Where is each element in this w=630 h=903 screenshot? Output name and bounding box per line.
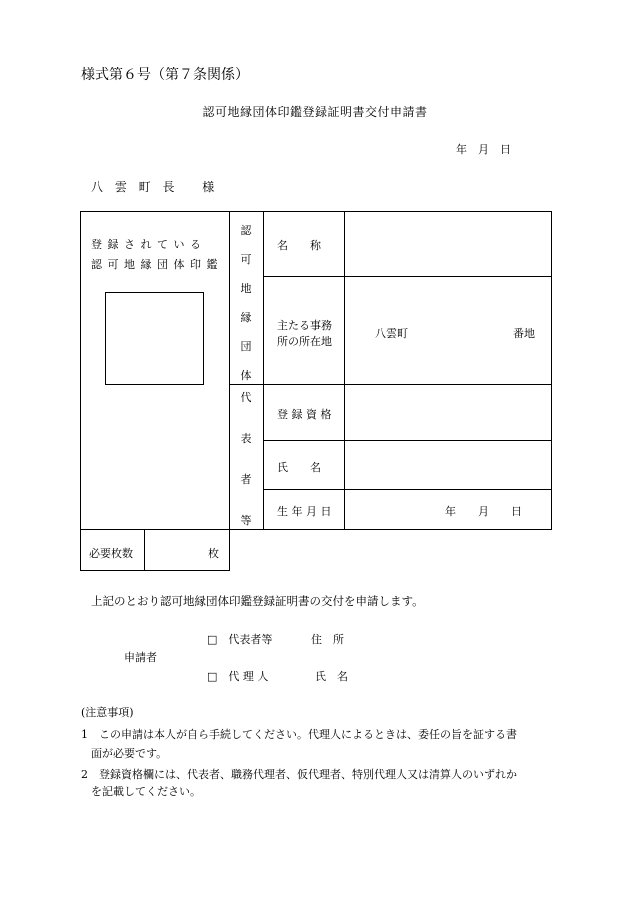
seal-label-line1: 登 録 さ れ て い る [91,238,202,251]
office-label-line2: 所の所在地 [277,335,332,348]
note-1-line-1: 1 この申請は本人が自ら手続してください。代理人によるときは、委任の旨を証する書 [81,728,517,741]
group-name-field[interactable] [345,212,551,276]
qualification-label: 登 録 資 格 [277,408,332,421]
copies-field[interactable] [145,530,200,570]
representative-name-field[interactable] [345,441,551,489]
option-agent-checkbox[interactable]: □ 代 理 人 [207,670,269,683]
option-representative-checkbox[interactable]: □ 代表者等 [207,633,273,646]
office-suffix: 番地 [513,327,535,340]
application-date: 年 月 日 [456,143,511,156]
representative-label: 代 表 者 等 [240,391,252,527]
group-label: 認 可 地 縁 団 体 [240,224,252,382]
applicant-label: 申請者 [124,651,157,664]
office-address-field[interactable] [430,318,510,340]
document-title: 認可地縁団体印鑑登録証明書交付申請書 [202,105,428,119]
address-label: 住 所 [311,633,344,646]
qualification-field[interactable] [345,385,551,440]
representative-name-label: 氏 名 [277,461,321,474]
office-label-line1: 主たる事務 [277,319,332,332]
seal-label-line2: 認 可 地 縁 団 体 印 鑑 [91,258,219,271]
addressee: 八 雲 町 長 様 [91,180,219,194]
office-town: 八雲町 [375,327,408,340]
group-name-label: 名 称 [277,239,321,252]
applicant-name-label: 氏 名 [315,670,348,683]
note-1-line-2: 面が必要です。 [91,747,168,760]
birthdate-value[interactable]: 年 月 日 [445,505,522,518]
note-2-line-1: 2 登録資格欄には、代表者、職務代理者、仮代理者、特別代理人又は清算人のいずれか [81,768,517,781]
copies-label: 必要枚数 [89,547,133,560]
request-statement: 上記のとおり認可地縁団体印鑑登録証明書の交付を申請します。 [91,594,424,608]
seal-impression-box[interactable] [105,292,204,385]
note-2-line-2: を記載してください。 [91,785,201,798]
birthdate-label: 生 年 月 日 [277,505,332,518]
form-number: 様式第６号（第７条関係） [81,67,249,83]
copies-unit: 枚 [208,547,219,560]
notes-heading: (注意事項) [81,706,134,719]
